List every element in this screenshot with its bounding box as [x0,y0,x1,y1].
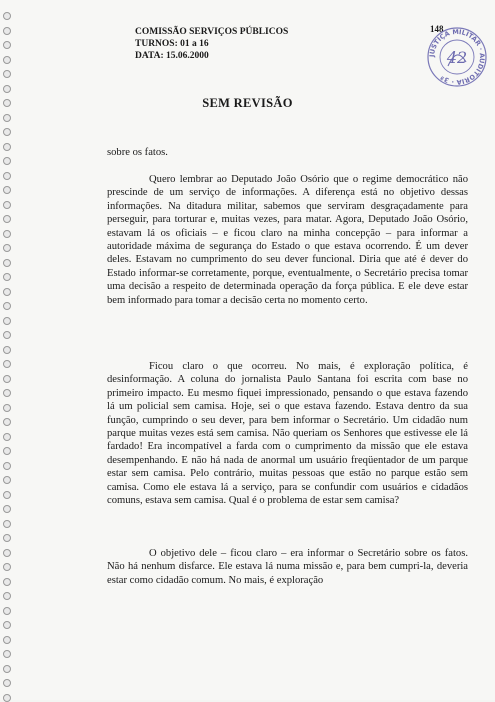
punch-hole [3,114,11,122]
punch-hole [3,12,11,20]
paragraph-text: Ficou claro o que ocorreu. No mais, é exploração política, é desinformação. A coluna do jornalista Paulo Santana foi escrita com base no primeiro impacto. Eu mesmo fiquei impressionado, pensando o que estava fazendo lá um policial sem camisa. Hoje, sei o que estava fazendo. Estava dentro da sua função, cumprindo o seu dever, para bem informar o Secretário. Um cidadão num parque muitas vezes está sem camisa. Não queriam os Senhores que estivesse ele lá fardado! Era incompatível a farda com o cumprimento da missão que ele estava desempenhando. E não há nada de anormal um usuário freqüentador de um parque estar sem camisa. Pelo contrário, muitas pessoas que estão no parque estão sem camisa. Como ele estava lá a serviço, para se confundir com usuários e cidadãos comuns, estava sem camisa. Qual é o problema de estar sem camisa? [107,361,468,507]
punch-hole [3,288,11,296]
punch-hole [3,201,11,209]
punch-hole [3,520,11,528]
punch-hole [3,679,11,687]
punch-hole [3,244,11,252]
punch-hole [3,636,11,644]
punch-hole [3,476,11,484]
header-shifts: TURNOS: 01 a 16 [135,39,209,49]
punch-hole [3,70,11,78]
punch-hole [3,433,11,441]
punch-hole [3,621,11,629]
svg-text:JUSTIÇA MILITAR · AUDITORIA ·: JUSTIÇA MILITAR · AUDITORIA · 3ª [427,27,487,87]
punch-hole [3,694,11,702]
punch-hole [3,27,11,35]
punch-hole [3,273,11,281]
paragraph-2 [107,173,468,307]
punch-hole [3,375,11,383]
svg-text:42: 42 [446,48,468,67]
paragraph-4 [107,547,468,587]
punch-hole [3,317,11,325]
document-title: SEM REVISÃO [202,96,293,110]
punch-hole [3,418,11,426]
punch-hole [3,665,11,673]
punch-hole [3,360,11,368]
punch-hole [3,56,11,64]
paragraph-text: sobre os fatos. [107,147,168,158]
header-commission: COMISSÃO SERVIÇOS PÚBLICOS [135,27,289,37]
official-stamp-seal [426,26,488,88]
paragraph-text: Quero lembrar ao Deputado João Osório que o regime democrático não prescinde de um serviço de informações. A diferença está no objetivo dessas informações. Na ditadura militar, sabemos que serviram desgraçadamente para perseguir, para torturar e, muitas vezes, para matar. Agora, Deputado João Osório, estavam lá os oficiais – e ficou claro na minha concepção – para informar a autoridade máxima de segurança do Estado o que estava ocorrendo. É um dever deles. Estavam no cumprimento do seu dever funcional. Diria que até é dever do Estado informar-se corretamente, porque, eventualmente, o Secretário precisa tomar uma decisão a respeito de determinada operação da força pública. E ele deve estar bem informado para tomar a decisão certa no momento certo. [107,174,468,306]
punch-hole [3,157,11,165]
punch-hole [3,186,11,194]
punch-hole [3,172,11,180]
punch-hole [3,491,11,499]
punch-hole [3,128,11,136]
punch-hole [3,143,11,151]
punch-hole [3,230,11,238]
punch-hole [3,650,11,658]
paragraph-3 [107,360,468,507]
punch-hole [3,534,11,542]
punch-hole [3,607,11,615]
punch-hole [3,404,11,412]
punch-hole [3,505,11,513]
punch-hole [3,563,11,571]
page-number: 148 [430,24,444,34]
punch-hole [3,85,11,93]
punch-hole [3,462,11,470]
punch-hole [3,592,11,600]
punch-hole [3,215,11,223]
paragraph-text: O objetivo dele – ficou claro – era informar o Secretário sobre os fatos. Não há nenhum disfarce. Ele estava lá numa missão e, para bem cumpri-la, deveria estar como cidadão comum. No mais, é exploração [107,548,468,586]
paragraph-1 [107,146,468,159]
punch-hole [3,41,11,49]
punch-hole [3,346,11,354]
punch-hole [3,447,11,455]
header-date: DATA: 15.06.2000 [135,51,209,61]
punch-hole [3,389,11,397]
punch-hole [3,302,11,310]
document-header [135,26,288,62]
punch-hole [3,259,11,267]
punch-hole [3,549,11,557]
punch-hole [3,331,11,339]
punch-hole [3,578,11,586]
